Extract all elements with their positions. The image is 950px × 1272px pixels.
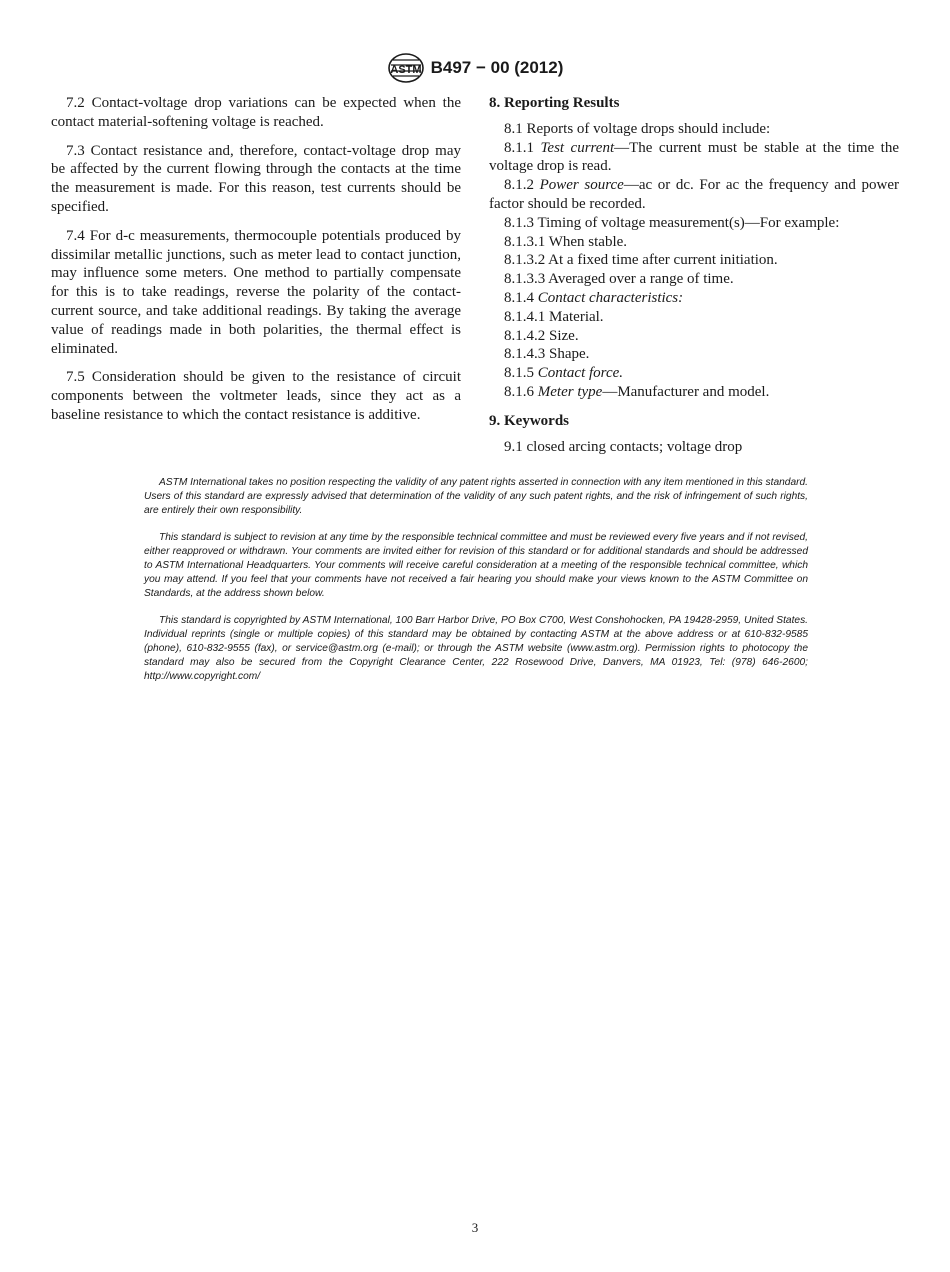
term: Power source (539, 177, 624, 194)
term: Contact force. (537, 365, 624, 382)
left-column (51, 94, 461, 435)
paragraph-8-1-4-1: 8.1.4.1 Material. (504, 308, 604, 325)
paragraph-8-1-3: 8.1.3 Timing of voltage measurement(s)—For example: (504, 214, 840, 231)
paragraph-number: 8.1.6 (504, 383, 534, 400)
page-number: 3 (471, 1220, 479, 1235)
right-column (489, 94, 899, 456)
paragraph-number: 8.1.5 (504, 365, 534, 382)
paragraph-8-1-4-2: 8.1.4.2 Size. (504, 327, 579, 344)
section-8-heading: 8. Reporting Results (489, 95, 620, 111)
paragraph-7-2: 7.2 Contact-voltage drop variations can be expected when the contact material-softening voltage is reached. (51, 95, 461, 130)
svg-text:ASTM: ASTM (390, 64, 422, 76)
term: Contact characteristics: (537, 289, 684, 306)
revision-notice: This standard is subject to revision at any time by the responsible technical committee and must be reviewed every five years and if not revised, either reapproved or withdrawn. Your comments are invited either for revision of this standard or for additional standards and should be addressed to ASTM International Headquarters. Your comments will receive careful consideration at a meeting of the responsible technical committee, which you may attend. If you feel that your comments have not received a fair hearing you should make your views known to the ASTM Committee on Standards, at the address shown below. (144, 532, 808, 599)
paragraph-text: —ac or dc. For ac the frequency and power factor should be recorded. (489, 177, 899, 212)
paragraph-number: 8.1.4 (504, 289, 534, 306)
paragraph-8-1-4 (489, 289, 899, 308)
paragraph-8-1-4-3: 8.1.4.3 Shape. (504, 346, 590, 363)
paragraph-text: —Manufacturer and model. (602, 383, 770, 400)
patent-notice: ASTM International takes no position respecting the validity of any patent rights asserted in connection with any item mentioned in this standard. Users of this standard are expressly advised that determination of the validity of any such patent rights, and the risk of infringement of such rights, are entirely their own responsibility. (144, 477, 808, 516)
copyright-notice: This standard is copyrighted by ASTM International, 100 Barr Harbor Drive, PO Box C700, West Conshohocken, PA 19428-2959, United States. Individual reprints (single or multiple copies) of this standard may be obtained by contacting ASTM at the above address or at 610-832-9585 (phone), 610-832-9555 (fax), or service@astm.org (e-mail); or through the ASTM website (www.astm.org). Permission rights to photocopy the standard may also be secured from the Copyright Clearance Center, 222 Rosewood Drive, Danvers, MA 01923, Tel: (978) 646-2600; http://www.copyright.com/ (144, 615, 808, 682)
paragraph-number: 8.1.1 (504, 139, 534, 156)
paragraph-7-4: 7.4 For d-c measurements, thermocouple potentials produced by dissimilar metallic junctions, such as meter lead to contact junction, may influence some meters. One method to partially compensate for this is to take readings, reverse the polarity of the contact-current source, and take additional readings. By taking the average value of readings made in both polarities, the thermal effect is eliminated. (51, 227, 461, 357)
paragraph-8-1-2 (489, 176, 899, 214)
term: Test current (540, 139, 615, 156)
paragraph-8-1-3-3: 8.1.3.3 Averaged over a range of time. (504, 271, 734, 288)
astm-logo-icon (387, 52, 425, 84)
term: Meter type (537, 383, 603, 400)
paragraph-number: 8.1.2 (504, 177, 534, 194)
paragraph-7-5: 7.5 Consideration should be given to the resistance of circuit components between the voltmeter leads, since they act as a baseline resistance to which the contact resistance is additive. (51, 369, 461, 423)
paragraph-8-1: 8.1 Reports of voltage drops should include: (504, 120, 771, 137)
paragraph-9-1: 9.1 closed arcing contacts; voltage drop (504, 438, 743, 455)
page-header (0, 52, 950, 84)
paragraph-8-1-1 (489, 139, 899, 177)
paragraph-text: —The current must be stable at the time the voltage drop is read. (489, 139, 900, 175)
paragraph-8-1-3-2: 8.1.3.2 At a fixed time after current initiation. (504, 252, 778, 269)
section-9-heading: 9. Keywords (489, 412, 569, 429)
standard-designation: B497 − 00 (2012) (430, 58, 564, 77)
legal-notices (144, 476, 808, 697)
paragraph-8-1-3-1: 8.1.3.1 When stable. (504, 233, 628, 250)
paragraph-8-1-5 (489, 364, 899, 383)
paragraph-7-3: 7.3 Contact resistance and, therefore, contact-voltage drop may be affected by the current flowing through the contacts at the time the measurement is made. For this reason, test currents should be specified. (51, 142, 461, 215)
paragraph-8-1-6 (489, 383, 899, 402)
